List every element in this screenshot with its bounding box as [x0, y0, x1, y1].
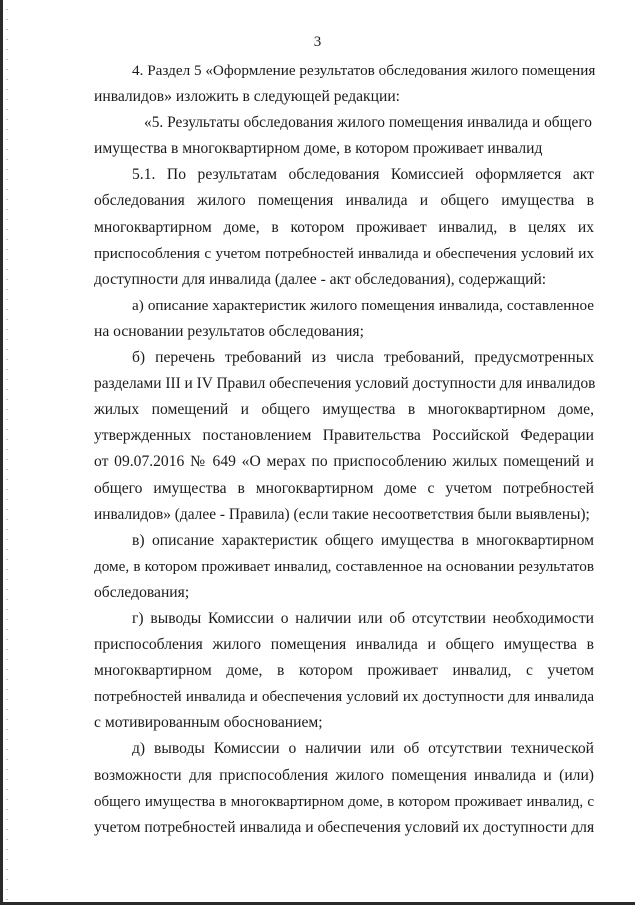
list-item-line: жилых помещений и общего имущества в многоквартирном доме, — [94, 401, 594, 419]
list-item-line: доме, в котором проживает инвалид, составленное на основании результатов — [94, 557, 594, 575]
scan-left-edge — [0, 0, 3, 905]
text-line: доступности для инвалида (далее - акт обследования), содержащий: — [94, 270, 547, 288]
list-item-line: возможности для приспособления жилого помещения инвалида и (или) — [94, 766, 594, 784]
text-line: приспособления с учетом потребностей инвалида и обеспечения условий их — [94, 244, 594, 262]
document-body — [94, 58, 594, 841]
list-item-line: учетом потребностей инвалида и обеспечения условий их доступности для — [94, 818, 595, 836]
list-item-line: многоквартирном доме, в котором проживает инвалид, с учетом — [94, 662, 594, 680]
list-item-line: в) описание характеристик общего имущества в многоквартирном — [132, 531, 594, 549]
section-heading-line: имущества в многоквартирном доме, в котором проживает инвалид — [94, 140, 543, 158]
text-line: 4. Раздел 5 «Оформление результатов обследования жилого помещения — [132, 62, 596, 79]
list-item-line: д) выводы Комиссии о наличии или об отсутствии технической — [132, 740, 594, 758]
list-item-line: общего имущества в многоквартирном доме, в котором проживает инвалид, с — [94, 793, 594, 810]
scan-artifact — [6, 0, 8, 905]
list-item-line: на основании результатов обследования; — [94, 322, 364, 340]
text-line: инвалидов» изложить в следующей редакции: — [94, 88, 401, 106]
list-item-line: г) выводы Комиссии о наличии или об отсутствии необходимости — [132, 609, 594, 627]
list-item-line: инвалидов» (далее - Правила) (если такие несоответствия были выявлены); — [94, 505, 590, 523]
list-item-line: общего имущества в многоквартирном доме с учетом потребностей — [94, 479, 594, 497]
list-item-line: а) описание характеристик жилого помещения инвалида, составленное — [132, 296, 594, 314]
list-item-line: с мотивированным обоснованием; — [94, 714, 323, 732]
list-item-line: обследования; — [94, 583, 190, 601]
text-line: 5.1. По результатам обследования Комиссией оформляется акт — [132, 166, 594, 184]
list-item-line: утвержденных постановлением Правительства Российской Федерации — [94, 427, 594, 445]
text-line: многоквартирном доме, в котором проживает инвалид, в целях их — [94, 218, 594, 236]
page-number: 3 — [313, 34, 322, 50]
list-item-line: б) перечень требований из числа требований, предусмотренных — [132, 349, 594, 367]
list-item-line: разделами III и IV Правил обеспечения условий доступности для инвалидов — [94, 375, 596, 393]
list-item-line: от 09.07.2016 № 649 «О мерах по приспособлению жилых помещений и — [94, 453, 594, 471]
section-heading-line: «5. Результаты обследования жилого помещения инвалида и общего — [144, 114, 592, 132]
text-line: обследования жилого помещения инвалида и общего имущества в — [94, 192, 594, 210]
list-item-line: приспособления жилого помещения инвалида и общего имущества в — [94, 636, 594, 654]
list-item-line: потребностей инвалида и обеспечения условий их доступности для инвалида — [94, 689, 594, 706]
